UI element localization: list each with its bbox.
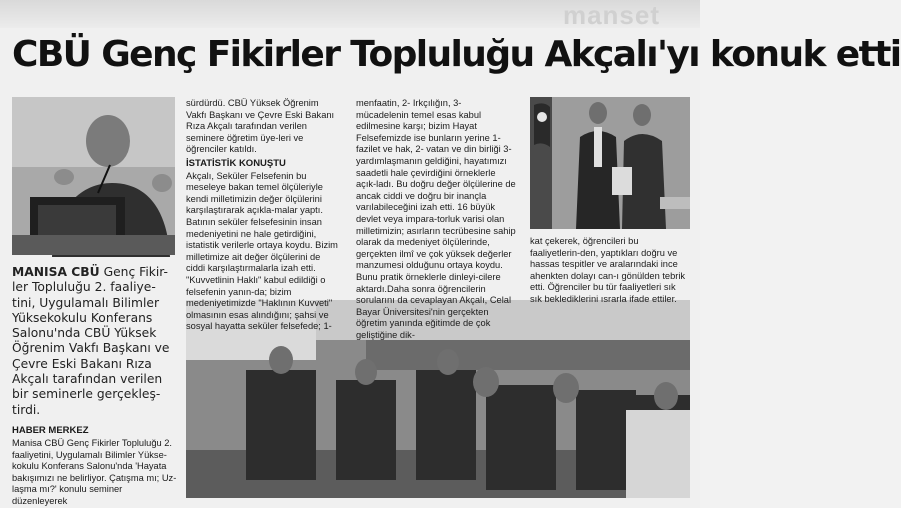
col2-paragraph-1: menfaatin, 2- Irkçılığın, 3- mücadelenin temel esas kabul edilmesine karşı; bizim Hayat Felsefemizde ise bunların yerine 1- fazilet ve hak, 2- vatan ve din birliği 3- yardımlaşmanın geldiğini, hayatımızı saadetli hale çevirdiğini örneklerle açık-ladı. Bu doğru değer ölçülerine de ancak ciddi ve doğru bir inançla varılabileceğini izah etti. 16 büyük devlet veya impara-torluk varisi olan milletimizin; asırların tecrübesine sahip olarak da medeniyet ölçülerinde, gerçekten ilmî ve çok yüksek değerler manzumesi olduğunu ortaya koydu. Bunu pratik örneklerle dinleyi-cilere aktardı.Daha sonra öğrencilerin sorularını da cevaplayan Akçalı, Celal Bayar Üniversitesi'nin gerçekten öğretim yanında eğitimde de çok geliştiğine dik- <box>356 98 516 340</box>
col1-paragraph-2: Akçalı, Seküler Felsefenin bu meseleye bakan temel ölçüleriyle kendi milletimizin değer ölçülerini karşılaştırarak açıkla-malar yaptı. Batının seküler felsefesinin insan medeniyetini ne hale getirdiğini, istatistik verilerle ortaya koydu. Bizim milletimize ait değer ölçülerini de ciddi karşılaştırmalarla izah etti. "Kuvvetlinin Haklı" kabul edildiği o felsefenin yanın-da; bizim medeniyetimizde "Haklının Kuvveti" olmasının esas alındığını; şahsi ve sosyal hayatta seküler felsefede; 1- <box>186 170 338 332</box>
headline: CBÜ Genç Fikirler Topluluğu Akçalı'yı konuk etti <box>12 34 901 75</box>
top-strip <box>0 0 700 28</box>
lead-first-words: MANISA CBÜ <box>12 265 100 279</box>
col3-paragraph-1: kat çekerek, öğrencileri bu faaliyetlerin-den, yaptıkları doğru ve hassas tespitler ve aralarındaki ince ahenkten dolayı can-ı gönülden tebrik etti. Öğrenciler bu tür faaliyetleri sık sık beklediklerini ısrarla ifade ettiler. <box>530 236 686 304</box>
lead-paragraph <box>12 265 175 418</box>
photo-speaker <box>12 97 175 255</box>
col1-subhead: İSTATİSTİK KONUŞTU <box>186 157 286 169</box>
photo-award <box>530 97 690 229</box>
lead-rest: Genç Fikir-ler Topluluğu 2. faaliye-tini, Uygulamalı Bilimler Yüksekokulu Konferans Salonu'nda CBÜ Yüksek Öğrenim Vakfı Başkanı ve Çevre Eski Bakanı Rıza Akçalı tarafından verilen bir seminerle gerçekleş-tirdi. <box>12 265 170 417</box>
column-2 <box>356 98 516 341</box>
column-3 <box>530 236 690 306</box>
bottom-paragraph: Manisa CBÜ Genç Fikirler Topluluğu 2. faaliyetini, Uygulamalı Bilimler Yükse-kokulu Konferans Salonu'nda 'Hayata bakışımızı ne belirliyor. Çatışma mı; Uz-laşma mı?' konulu seminer düzenleyerek <box>12 438 177 506</box>
col1-paragraph-1: sürdürdü. CBÜ Yüksek Öğrenim Vakfı Başkanı ve Çevre Eski Bakanı Rıza Akçalı tarafından verilen seminere öğretim üye-leri ve öğrenciler katıldı. <box>186 98 335 155</box>
byline: HABER MERKEZ <box>12 425 89 436</box>
column-1 <box>186 98 338 333</box>
masthead-watermark: manset <box>562 0 660 30</box>
